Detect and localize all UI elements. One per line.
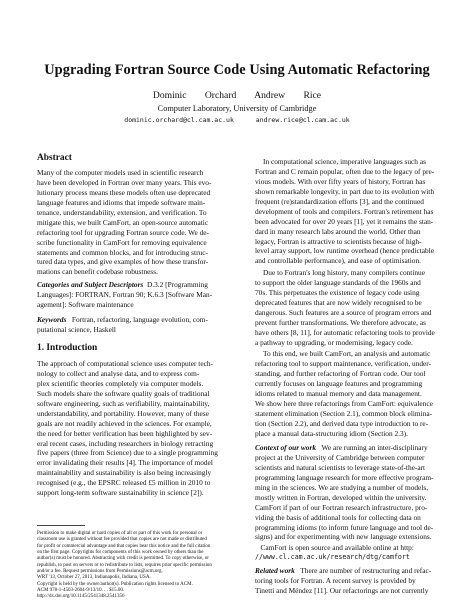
text-line: Fortran and C remain popular, often due to the legacy of pre-: [255, 166, 435, 176]
text-line: and/or a fee. Request permissions from Permissions@acm.org.: [37, 569, 163, 575]
text-line: standing, and further refactoring of Fortran code. Our tool: [255, 368, 426, 378]
text-line: plex scientific theories completely via computer models.: [37, 378, 204, 388]
text-line: mations can benefit codebase robustness.: [37, 267, 158, 277]
email-address: dominic.orchard@cl.cam.ac.uk: [124, 116, 234, 124]
paragraph: [255, 157, 454, 266]
context-rest: [255, 453, 454, 542]
text-line: scribe functionality in CamFort for removing equivalence: [37, 237, 207, 247]
text-line: refactoring tool to support maintenance, verification, under-: [255, 358, 432, 368]
text-line: To this end, we built CamFort, an analysis and automatic: [263, 349, 431, 358]
text-line: tured data types, and give examples of how these transfor-: [37, 257, 209, 267]
text-line: ming in the sciences. We are studying a number of models,: [255, 482, 429, 492]
text-line: maintainability and sustainability is also being increasingly: [37, 468, 212, 478]
text-line: WRT '13, October 27, 2013, Indianapolis, Indiana, USA.: [37, 575, 151, 581]
text-line: Due to Fortran's long history, many compilers continue: [263, 268, 425, 277]
related-label: Related work: [255, 566, 295, 575]
text-line: http://dx.doi.org/10.1145/2541348.2541356: [37, 594, 125, 600]
author-list: [0, 90, 474, 101]
author-name: Andrew Rice: [254, 90, 322, 101]
author-emails: [0, 116, 474, 124]
text-line: 70s. This perpetuates the existence of legacy code using: [255, 287, 420, 297]
text-line: refactoring tool for upgrading Fortran source code. We de-: [37, 227, 209, 237]
keywords-block: [37, 315, 236, 335]
text-line: tion (Section 2.2), and derived data type introduction to re-: [255, 418, 429, 428]
text-line: programming language research for more effective program-: [255, 472, 434, 482]
text-line: prevent further transformations. We therefore advocate, as: [255, 317, 426, 327]
text-line: have others [8, 11], for automatic refactoring tools to provide: [255, 327, 435, 337]
keywords-line: putational science, Haskell: [37, 324, 116, 334]
text-line: statement elimination (Section 2.1), common block elimina-: [255, 408, 433, 418]
keywords-label: Keywords: [37, 315, 67, 324]
text-line: software engineering, such as verifiability, maintainability,: [37, 398, 210, 408]
context-line: We are running an inter-disciplinary: [321, 443, 428, 452]
author-name: Dominic Orchard: [152, 90, 237, 101]
text-line: vious models. With over fifty years of history, Fortran has: [255, 176, 426, 186]
categories-block: [37, 280, 236, 310]
text-line: mostly written in Fortran, developed within the university.: [255, 492, 427, 502]
text-line: project at the University of Cambridge between computer: [255, 452, 425, 462]
text-line: We show here three refactorings from CamFort: equivalence: [255, 398, 433, 408]
text-line: scientists and natural scientists to leverage state-of-the-art: [255, 462, 426, 472]
text-line: eral recent cases, including researchers in biology retracting: [37, 438, 214, 448]
categories-line: Languages]: FORTRAN, Fortran 90; K.6.3 [Software Man-: [37, 289, 213, 299]
text-line: dard in many research labs around the world. Other than: [255, 226, 421, 236]
text-line: legacy, Fortran is attractive to scientists because of high-: [255, 236, 422, 246]
text-line: Copyright is held by the owner/author(s). Publication rights licensed to ACM.: [37, 581, 193, 587]
categories-line: agement]: Software maintenance: [37, 299, 134, 309]
text-line: Such models share the software quality goals of traditional: [37, 388, 210, 398]
text-line: In computational science, imperative languages such as: [263, 157, 426, 166]
text-line: been advocated for over 20 years [1], yet it remains the stan-: [255, 216, 434, 226]
introduction-text: [37, 359, 236, 498]
copyright-notice: [37, 531, 236, 601]
text-line: Many of the computer models used in scientific research: [37, 168, 204, 177]
text-line: viding the basis of additional tools for collecting data on: [255, 512, 421, 522]
camfort-line: CamFort is open source and available online at http:: [260, 543, 414, 552]
text-line: republish, to post on servers or to redistribute to lists, requires prior specific permission: [37, 562, 212, 568]
text-line: support long-term software sustainability in science [2]).: [37, 488, 204, 498]
text-line: to support the older language standards of the 1960s and: [255, 277, 421, 287]
categories-line: D.3.2 [Programming: [146, 280, 208, 289]
text-line: understandability, and portability. However, many of these: [37, 408, 209, 418]
text-line: deprecated features that are now widely recognised to be: [255, 297, 422, 307]
text-line: development of tools and compilers. Fortran's retirement has: [255, 206, 434, 216]
text-line: shown remarkable longevity, in part due to its evolution with: [255, 186, 435, 196]
text-line: CamFort if part of our Fortran research infrastructure, pro-: [255, 502, 428, 512]
text-line: goals are not readily achieved in the sciences. For example,: [37, 418, 212, 428]
related-line: There are number of restructuring and refac-: [300, 566, 432, 575]
text-line: statements and common blocks, and for introducing struc-: [37, 247, 208, 257]
paragraph: [255, 268, 454, 348]
email-address: andrew.rice@cl.cam.ac.uk: [255, 116, 350, 124]
related-rest: [255, 576, 454, 596]
camfort-url[interactable]: //www.cl.cam.ac.uk/research/dtg/camfort: [255, 552, 410, 561]
keywords-line: Fortran, refactoring, language evolution, com-: [71, 315, 208, 324]
text-line: Tinetti and Méndez [11]. Our refactorings are not currently: [255, 585, 429, 595]
text-line: idioms related to manual memory and data management.: [255, 388, 422, 398]
text-line: lutionary process means these models often use deprecated: [37, 187, 211, 197]
affiliation: Computer Laboratory, University of Cambridge: [157, 104, 317, 113]
text-line: and controllable performance), and ease of optimisation.: [255, 256, 421, 266]
text-line: language features and idioms that impede software main-: [37, 197, 206, 207]
text-line: on the first page. Copyrights for components of this work owned by others than the: [37, 550, 204, 556]
abstract-heading: Abstract: [37, 153, 72, 163]
context-label: Context of our work: [255, 443, 317, 452]
text-line: toring tools for Fortran. A recent survey is provided by: [255, 575, 416, 585]
text-line: level array support, low runtime overhead (hence predictable: [255, 246, 435, 256]
text-line: error invalidating their results [4]. The importance of model: [37, 458, 213, 468]
paragraph: [255, 349, 454, 438]
text-line: have been developed in Fortran over many years. This evo-: [37, 177, 212, 187]
text-line: place a manual data-structuring idiom (Section 2.3).: [255, 428, 408, 438]
text-line: author(s) must be honored. Abstracting with credit is permitted. To copy otherwise, or: [37, 556, 209, 562]
text-line: The approach of computational science uses computer tech-: [37, 359, 213, 368]
categories-label: Categories and Subject Descriptors: [37, 280, 144, 289]
text-line: mitigate this, we built CamFort, an open-source automatic: [37, 217, 209, 227]
footnote-rule: [37, 525, 85, 526]
text-line: signs) and for experimenting with new language extensions.: [255, 532, 432, 542]
camfort-availability: [255, 543, 454, 563]
text-line: classroom use is granted without fee provided that copies are not made or distributed: [37, 537, 207, 543]
text-line: a pathway to upgrading, or modernising, legacy code.: [255, 337, 413, 347]
text-line: programming idioms (to inform future language and tool de-: [255, 522, 434, 532]
introduction-heading: 1. Introduction: [37, 343, 98, 353]
text-line: frequent (re)standardization efforts [3], and the continued: [255, 196, 424, 206]
text-line: currently focuses on language features and programming: [255, 378, 423, 388]
text-line: nology to collect and analyse data, and to express com-: [37, 368, 200, 378]
text-line: for profit or commercial advantage and that copies bear this notice and the full citation: [37, 543, 211, 549]
related-work-paragraph: [255, 566, 454, 596]
text-line: dangerous. Such features are a source of program errors and: [255, 307, 432, 317]
text-line: tenance, understandability, extension, and verification. To: [37, 207, 207, 217]
context-paragraph: [255, 443, 454, 542]
text-line: the need for better verification has been highlighted by sev-: [37, 428, 213, 438]
paper-title: Upgrading Fortran Source Code Using Automatic Refactoring: [44, 62, 430, 78]
text-line: ACM 978-1-4503-2604-9/13/10. . . $15.00.: [37, 588, 125, 594]
text-line: Permission to make digital or hard copies of all or part of this work for personal or: [37, 531, 203, 536]
text-line: five papers (three from Science) due to a single programming: [37, 448, 218, 458]
abstract-text: [37, 168, 236, 277]
text-line: recognised (e.g., the EPSRC released £5 million in 2010 to: [37, 478, 211, 488]
